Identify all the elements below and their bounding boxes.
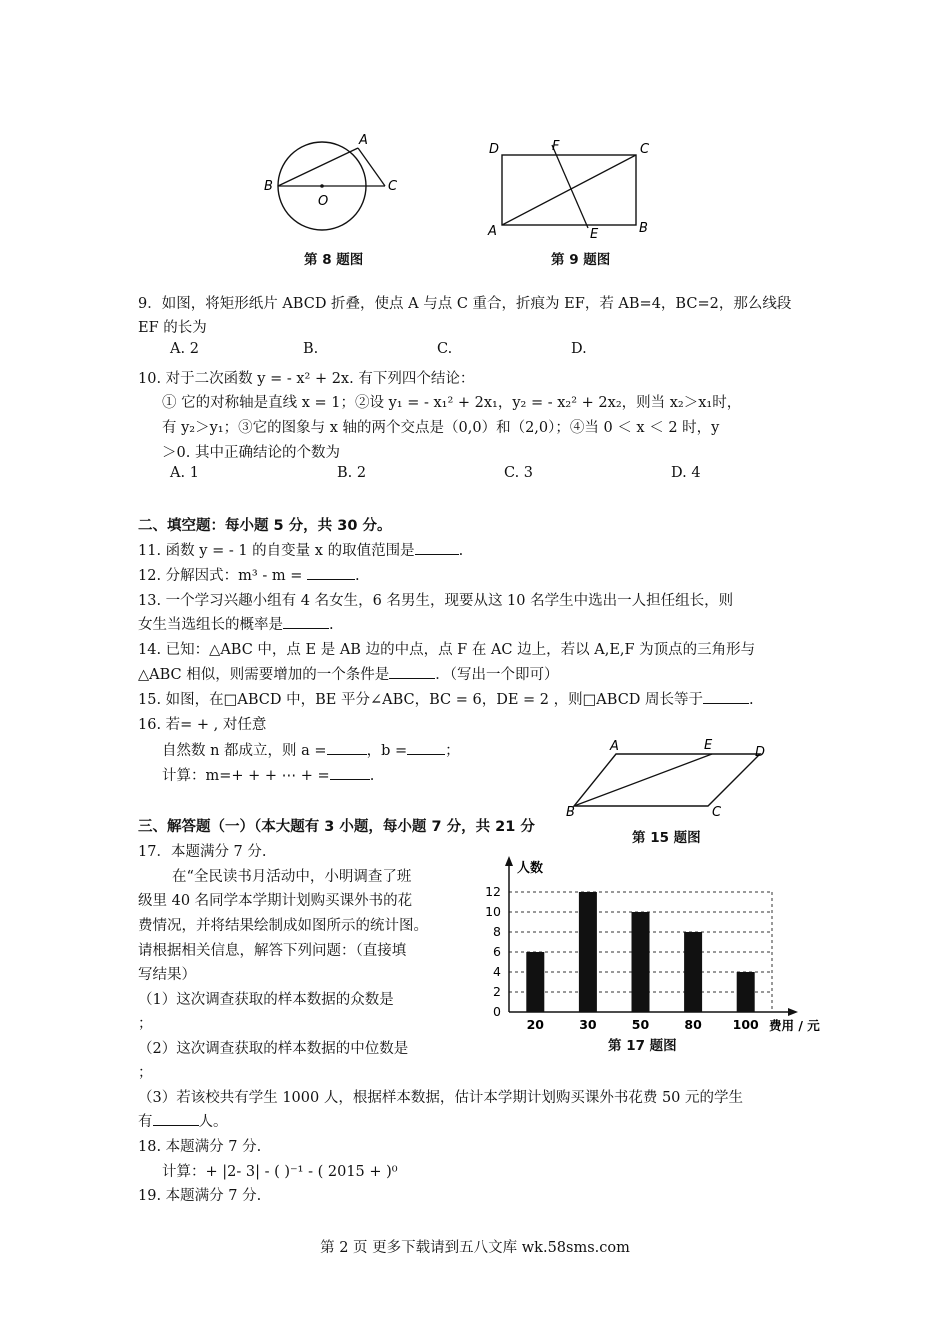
q13-blank bbox=[283, 616, 329, 629]
figure-17-chart bbox=[472, 852, 832, 1032]
y-tick-label: 4 bbox=[493, 964, 501, 979]
bar-80 bbox=[684, 932, 702, 1012]
fig8-label-b: B bbox=[264, 179, 273, 194]
q14-end: ．（写出一个即可） bbox=[435, 667, 559, 683]
fig15-label-a: A bbox=[610, 739, 619, 754]
q9-line2: EF 的长为 bbox=[138, 320, 207, 336]
chart-x-arrow bbox=[788, 1008, 798, 1016]
y-tick-label: 12 bbox=[485, 884, 501, 899]
q9-line1: 9．如图，将矩形纸片 ABCD 折叠，使点 A 与点 C 重合，折痕为 EF，若 AB=4，BC=2，那么线段 bbox=[138, 296, 792, 312]
q10-choice-d: D. 4 bbox=[671, 465, 701, 481]
x-tick-label: 20 bbox=[526, 1017, 545, 1032]
q17-p3: 费情况，并将结果绘制成如图所示的统计图。 bbox=[138, 918, 428, 934]
fig15-label-d: D bbox=[755, 745, 766, 760]
q11 bbox=[138, 539, 463, 560]
q17-s3c: 人。 bbox=[198, 1114, 228, 1130]
q10-line3: 有 y₂＞y₁；③它的图象与 x 轴的两个交点是（0,0）和（2,0）；④当 0 ＜ x ＜ 2 时，y bbox=[162, 420, 720, 436]
q10-choice-a: A. 1 bbox=[170, 465, 199, 481]
q14-line1: 14. 已知：△ABC 中，点 E 是 AB 边的中点，点 F 在 AC 边上，若以 A,E,F 为顶点的三角形与 bbox=[138, 642, 756, 658]
y-tick-label: 0 bbox=[493, 1004, 501, 1019]
fig9-label-d: D bbox=[489, 142, 500, 157]
q16-a-blank bbox=[327, 742, 367, 755]
chart-y-arrow bbox=[505, 856, 513, 866]
fig8-label-c: C bbox=[388, 179, 398, 194]
q17-blank bbox=[153, 1113, 199, 1126]
q16-b-text: ，b = bbox=[366, 743, 408, 759]
fig9-label-a: A bbox=[488, 224, 497, 239]
figure-15 bbox=[560, 736, 775, 818]
q19-head: 19. 本题满分 7 分. bbox=[138, 1188, 262, 1204]
q12-blank bbox=[307, 567, 355, 580]
q9-choice-c: C. bbox=[437, 341, 453, 357]
q18-calc: 计算：+ |2- 3| - ( )⁻¹ - ( 2015 + )⁰ bbox=[162, 1164, 398, 1180]
fig8-label-a: A bbox=[359, 133, 368, 148]
x-tick-label: 50 bbox=[631, 1017, 650, 1032]
y-tick-label: 10 bbox=[485, 904, 501, 919]
q18-head: 18. 本题满分 7 分. bbox=[138, 1139, 262, 1155]
fig8-label-o: O bbox=[318, 194, 329, 209]
x-tick-label: 80 bbox=[684, 1017, 702, 1032]
x-tick-label: 30 bbox=[579, 1017, 597, 1032]
page-footer: 第 2 页 更多下载请到五八文库 wk.58sms.com bbox=[320, 1240, 630, 1256]
q16-line2 bbox=[162, 739, 460, 760]
q17-s3b: 有 bbox=[138, 1114, 153, 1130]
q13-end: . bbox=[329, 617, 334, 633]
q15-end: . bbox=[749, 692, 754, 708]
fig9-label-b: B bbox=[639, 221, 648, 236]
fig15-label-b: B bbox=[566, 805, 575, 818]
fig15-caption: 第 15 题图 bbox=[632, 830, 701, 846]
x-tick-label: 100 bbox=[732, 1017, 759, 1032]
q12-text: 12. 分解因式：m³ - m = bbox=[138, 568, 303, 584]
q17-head: 17．本题满分 7 分. bbox=[138, 844, 267, 860]
q17-s3: （3）若该校共有学生 1000 人，根据样本数据，估计本学期计划购买课外书花费 50 元的学生 bbox=[138, 1090, 744, 1106]
q9-choice-d: D. bbox=[571, 341, 587, 357]
fig17-caption: 第 17 题图 bbox=[608, 1038, 677, 1054]
q12-end: . bbox=[354, 568, 360, 584]
q16-line3 bbox=[162, 764, 374, 785]
y-tick-label: 6 bbox=[493, 944, 501, 959]
fig8-caption: 第 8 题图 bbox=[304, 252, 364, 268]
q10-choice-b: B. 2 bbox=[337, 465, 367, 481]
fig15-label-c: C bbox=[712, 805, 722, 818]
chart-xlabel: 费用 / 元 bbox=[769, 1018, 820, 1032]
q14-blank bbox=[389, 666, 435, 679]
q11-text: 11. 函数 y = - 1 的自变量 x 的取值范围是 bbox=[138, 543, 415, 559]
q11-blank bbox=[415, 542, 459, 555]
q17-p2: 级里 40 名同学本学期计划购买课外书的花 bbox=[138, 893, 413, 909]
q10-choice-c: C. 3 bbox=[504, 465, 534, 481]
q17-p5: 写结果） bbox=[138, 967, 196, 983]
q17-s1: （1）这次调查获取的样本数据的众数是 bbox=[138, 992, 394, 1008]
section2-title: 二、填空题：每小题 5 分，共 30 分。 bbox=[138, 518, 392, 534]
q16-semicolon: ； bbox=[445, 743, 460, 759]
q16-line1: 16. 若= + , 对任意 bbox=[138, 717, 267, 733]
q17-s2: （2）这次调查获取的样本数据的中位数是 bbox=[138, 1041, 409, 1057]
q13-text: 女生当选组长的概率是 bbox=[138, 617, 283, 633]
q11-end: . bbox=[458, 543, 464, 559]
q16-b-blank bbox=[407, 742, 445, 755]
q15-text: 15. 如图，在□ABCD 中，BE 平分∠ABC，BC = 6，DE = 2 ，则□ABCD 周长等于 bbox=[138, 692, 704, 708]
q10-line2: ① 它的对称轴是直线 x = 1；②设 y₁ = - x₁² + 2x₁，y₂ = - x₂² + 2x₂，则当 x₂＞x₁时， bbox=[162, 395, 742, 411]
q16-m-blank bbox=[330, 767, 370, 780]
fig9-label-f: F bbox=[552, 139, 560, 154]
q13-line2 bbox=[138, 613, 334, 634]
fig9-caption: 第 9 题图 bbox=[551, 252, 611, 268]
q10-line1: 10. 对于二次函数 y = - x² + 2x. 有下列四个结论： bbox=[138, 371, 475, 387]
bar-100 bbox=[737, 972, 755, 1012]
q14-line2 bbox=[138, 663, 559, 684]
bar-20 bbox=[526, 952, 544, 1012]
q16-calc: 计算：m=+ + + ⋯ + = bbox=[162, 768, 330, 784]
q17-s1-semicolon: ； bbox=[138, 1016, 153, 1032]
chart-ylabel: 人数 bbox=[517, 861, 544, 876]
q15-blank bbox=[703, 691, 749, 704]
q9-choice-a: A. 2 bbox=[170, 341, 199, 357]
q12 bbox=[138, 564, 360, 585]
y-tick-label: 8 bbox=[493, 924, 501, 939]
bar-30 bbox=[579, 892, 597, 1012]
fig15-label-e: E bbox=[704, 738, 713, 753]
fig9-label-e: E bbox=[590, 227, 599, 242]
chart-yticks bbox=[485, 884, 501, 1019]
q16-end: . bbox=[369, 768, 375, 784]
section3-title: 三、解答题（一）（本大题有 3 小题，每小题 7 分，共 21 分 bbox=[138, 819, 535, 835]
y-tick-label: 2 bbox=[493, 984, 501, 999]
figure-8 bbox=[260, 128, 410, 268]
q17-p1: 在“全民读书月活动中，小明调查了班 bbox=[172, 869, 412, 885]
figure-9 bbox=[484, 138, 654, 243]
q15 bbox=[138, 688, 754, 709]
q13-line1: 13. 一个学习兴趣小组有 4 名女生，6 名男生，现要从这 10 名学生中选出一人担任组长，则 bbox=[138, 593, 734, 609]
bar-50 bbox=[632, 912, 650, 1012]
q17-s2-semicolon: ； bbox=[138, 1065, 153, 1081]
q16-a-text: 自然数 n 都成立，则 a = bbox=[162, 743, 327, 759]
q10-line4: ＞0. 其中正确结论的个数为 bbox=[162, 445, 340, 461]
q17-s3-line2 bbox=[138, 1110, 228, 1131]
q17-p4: 请根据相关信息，解答下列问题：（直接填 bbox=[138, 943, 407, 959]
chart-xticks bbox=[527, 1017, 759, 1032]
fig9-label-c: C bbox=[640, 142, 650, 157]
q9-choice-b: B. bbox=[303, 341, 319, 357]
q14-text: △ABC 相似，则需要增加的一个条件是 bbox=[138, 667, 390, 683]
